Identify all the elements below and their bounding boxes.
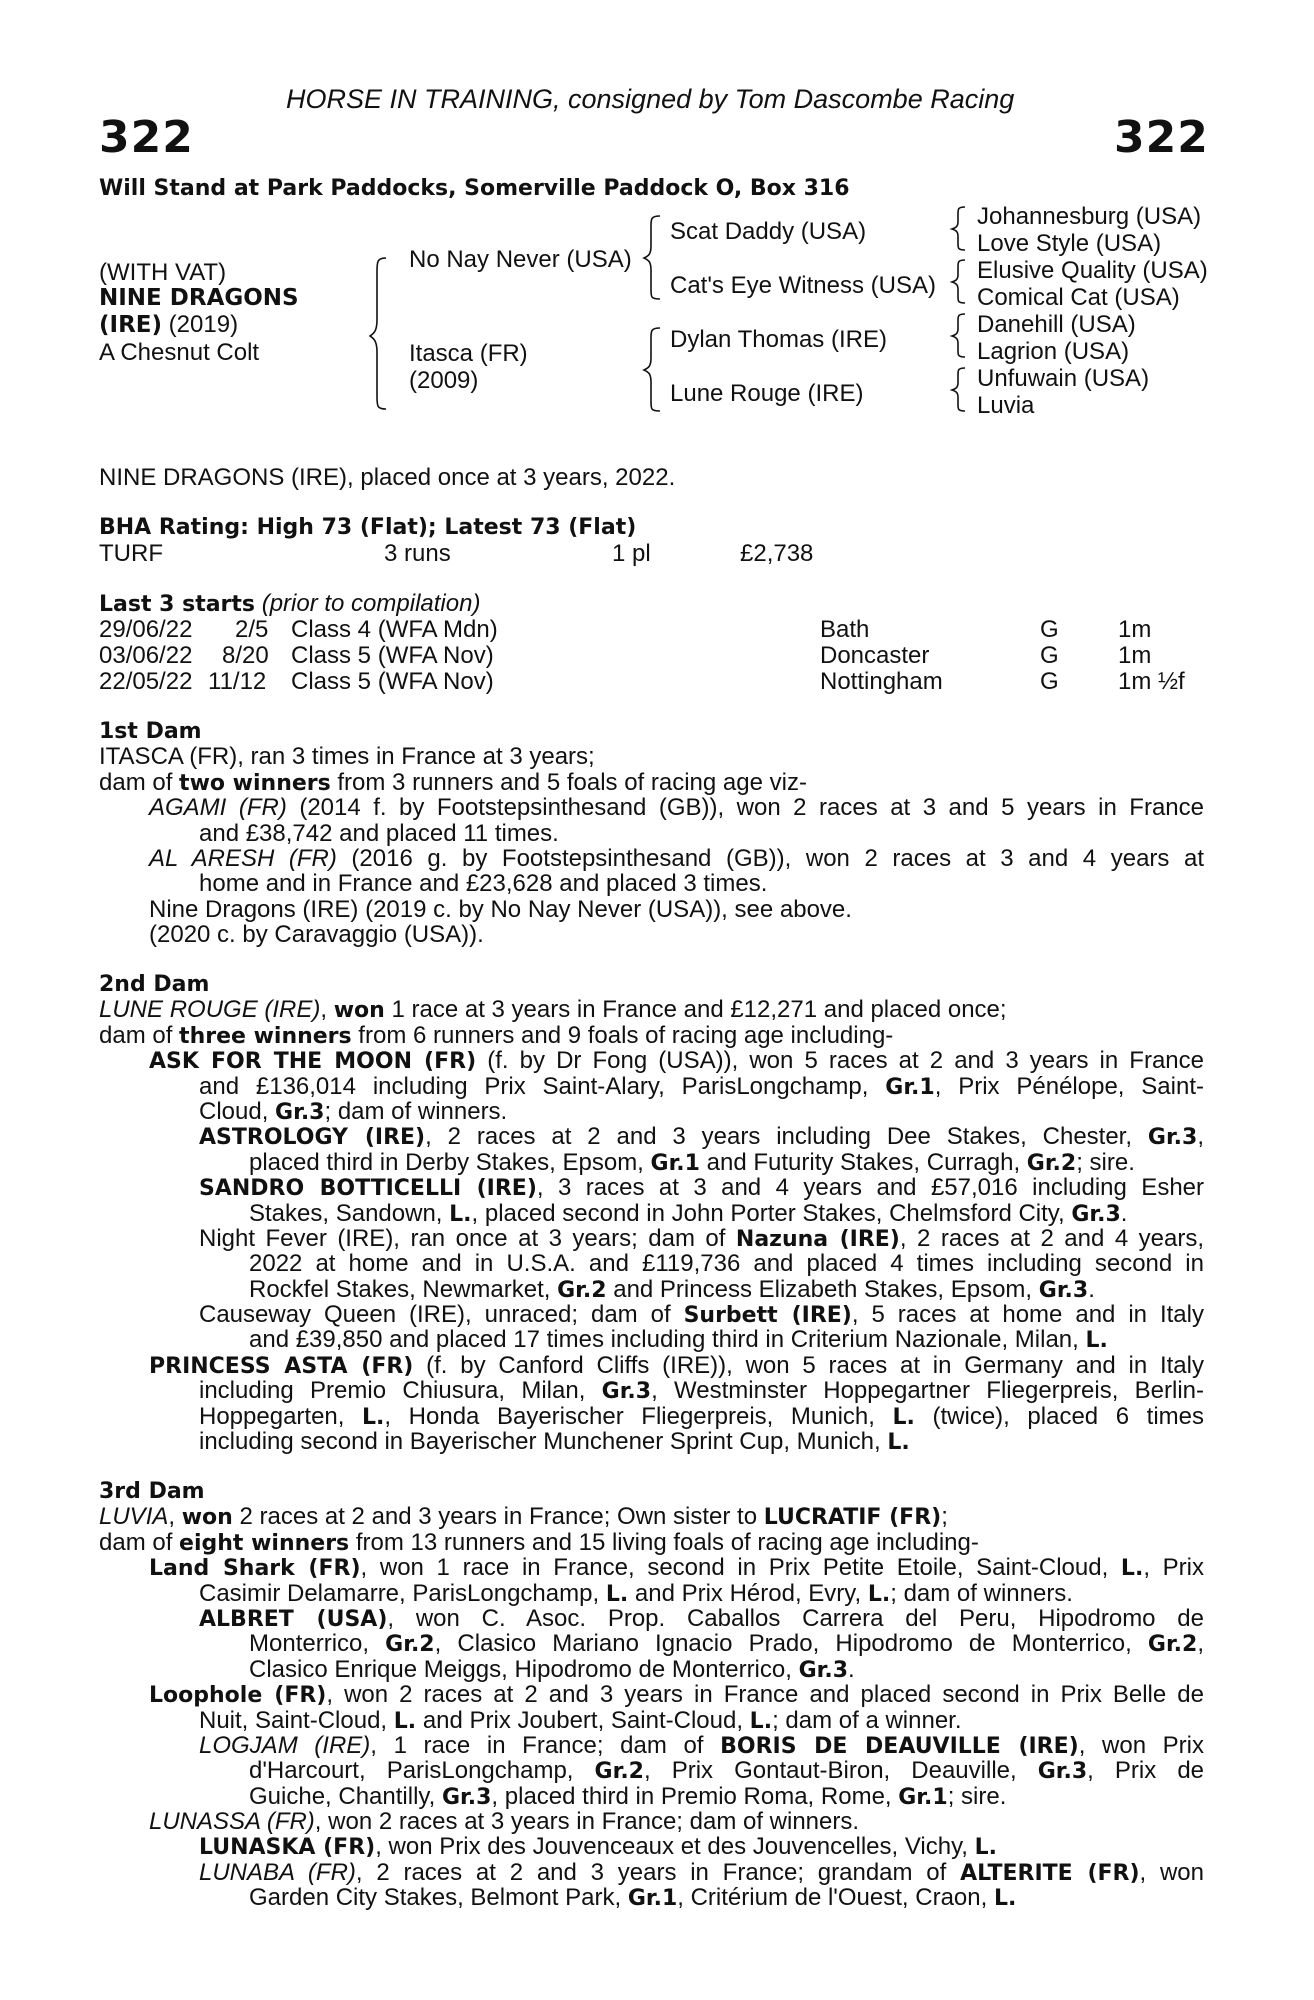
lot-number-left: 322	[99, 112, 194, 163]
sire: No Nay Never (USA)	[409, 246, 632, 273]
produce-entry-cont: Cloud, Gr.3; dam of winners.	[199, 1097, 508, 1125]
produce-entry: Causeway Queen (IRE), unraced; dam of Surbett (IRE), 5 races at home and in Italy	[199, 1301, 1204, 1329]
horse-description: A Chesnut Colt	[99, 339, 260, 366]
vat-label: (WITH VAT)	[99, 259, 227, 286]
dam-record: LUNE ROUGE (IRE), won 1 race at 3 years in France and £12,271 and placed once;	[99, 996, 1007, 1024]
bha-rating: BHA Rating: High 73 (Flat); Latest 73 (Flat)	[99, 515, 637, 540]
produce-summary: dam of eight winners from 13 runners and 15 living foals of racing age including-	[99, 1528, 979, 1556]
produce-entry: LOGJAM (IRE), 1 race in France; dam of BORIS DE DEAUVILLE (IRE), won Prix	[199, 1731, 1204, 1759]
section-heading: 1st Dam	[99, 719, 202, 744]
produce-entry: (2020 c. by Caravaggio (USA)).	[149, 921, 484, 949]
produce-entry-cont: including Premio Chiusura, Milan, Gr.3, Westminster Hoppegartner Fliegerpreis, Berlin-	[199, 1377, 1204, 1405]
dam-dam-dam: Luvia	[977, 392, 1035, 419]
produce-entry: Loophole (FR), won 2 races at 2 and 3 years in France and placed second in Prix Belle de	[149, 1681, 1204, 1709]
sire-dam-dam: Comical Cat (USA)	[977, 284, 1180, 311]
produce-entry-cont: home and in France and £23,628 and placed 3 times.	[199, 870, 768, 898]
produce-entry: AL ARESH (FR) (2016 g. by Footstepsinthesand (GB)), won 2 races at 3 and 4 years at	[149, 844, 1204, 872]
produce-entry: ASTROLOGY (IRE), 2 races at 2 and 3 years including Dee Stakes, Chester, Gr.3,	[199, 1123, 1204, 1151]
produce-entry-cont: Rockfel Stakes, Newmarket, Gr.2 and Princess Elizabeth Stakes, Epsom, Gr.3.	[249, 1275, 1095, 1303]
record-earnings: £2,738	[740, 540, 814, 567]
produce-entry: ALBRET (USA), won C. Asoc. Prop. Caballos Carrera del Peru, Hipodromo de	[199, 1604, 1204, 1632]
dam-dam-sire: Unfuwain (USA)	[977, 365, 1150, 392]
produce-entry: Land Shark (FR), won 1 race in France, second in Prix Petite Etoile, Saint-Cloud, L., Prix	[149, 1554, 1204, 1582]
first-dam-section	[99, 719, 1204, 948]
produce-entry-cont: Casimir Delamarre, ParisLongchamp, L. and Prix Hérod, Evry, L.; dam of winners.	[199, 1579, 1073, 1607]
produce-entry-cont: Monterrico, Gr.2, Clasico Mariano Ignacio Prado, Hipodromo de Monterrico, Gr.2,	[249, 1630, 1205, 1658]
dam-sire: Dylan Thomas (IRE)	[670, 326, 887, 353]
produce-entry: LUNASKA (FR), won Prix des Jouvenceaux et des Jouvencelles, Vichy, L.	[199, 1833, 998, 1861]
sire-sire-dam: Love Style (USA)	[977, 230, 1162, 257]
consignment-header: HORSE IN TRAINING, consigned by Tom Dascombe Racing	[286, 84, 1015, 114]
record-runs: 3 runs	[384, 540, 451, 567]
produce-entry-cont: and £136,014 including Prix Saint-Alary, ParisLongchamp, Gr.1, Prix Pénélope, Saint-	[199, 1072, 1204, 1100]
race-summary: NINE DRAGONS (IRE), placed once at 3 years, 2022.	[99, 464, 676, 491]
produce-entry: PRINCESS ASTA (FR) (f. by Canford Cliffs (IRE)), won 5 races at in Germany and in Italy	[149, 1351, 1204, 1379]
dam-record: ITASCA (FR), ran 3 times in France at 3 years;	[99, 743, 595, 771]
produce-entry-cont: 2022 at home and in U.S.A. and £119,736 and placed 4 times including second in	[249, 1250, 1204, 1278]
record-surface: TURF	[99, 540, 163, 567]
dam-sire-dam: Lagrion (USA)	[977, 338, 1130, 365]
horse-name: NINE DRAGONS	[99, 285, 299, 311]
produce-entry: SANDRO BOTTICELLI (IRE), 3 races at 3 and 4 years and £57,016 including Esher	[199, 1174, 1205, 1202]
dam-dam: Lune Rouge (IRE)	[670, 380, 864, 407]
produce-entry-cont: placed third in Derby Stakes, Epsom, Gr.1 and Futurity Stakes, Curragh, Gr.2; sire.	[249, 1148, 1135, 1176]
sire-sire-sire: Johannesburg (USA)	[977, 203, 1202, 230]
sire-dam: Cat's Eye Witness (USA)	[670, 272, 936, 299]
produce-entry: Night Fever (IRE), ran once at 3 years; dam of Nazuna (IRE), 2 races at 2 and 4 years,	[199, 1224, 1204, 1252]
sire-dam-sire: Elusive Quality (USA)	[977, 257, 1208, 284]
produce-entry-cont: Clasico Enrique Meiggs, Hipodromo de Monterrico, Gr.3.	[249, 1655, 855, 1683]
produce-entry: LUNASSA (FR), won 2 races at 3 years in France; dam of winners.	[149, 1808, 860, 1836]
produce-entry-cont: Garden City Stakes, Belmont Park, Gr.1, Critérium de l'Ouest, Craon, L.	[249, 1884, 1017, 1912]
produce-entry: Nine Dragons (IRE) (2019 c. by No Nay Never (USA)), see above.	[149, 895, 852, 923]
produce-entry-cont: and £39,850 and placed 17 times including third in Criterium Nazionale, Milan, L.	[249, 1326, 1108, 1354]
produce-entry-cont: including second in Bayerischer Munchener Sprint Cup, Munich, L.	[199, 1428, 910, 1456]
dam-year: (2009)	[409, 367, 479, 394]
produce-entry-cont: Nuit, Saint-Cloud, L. and Prix Joubert, Saint-Cloud, L.; dam of a winner.	[199, 1706, 962, 1734]
second-dam-section	[99, 972, 1204, 1454]
produce-entry-cont: Hoppegarten, L., Honda Bayerischer Fliegerpreis, Munich, L. (twice), placed 6 times	[199, 1402, 1204, 1430]
horse-origin-year: (IRE) (2019)	[99, 311, 239, 338]
sire-sire: Scat Daddy (USA)	[670, 218, 867, 245]
dam: Itasca (FR)	[409, 340, 528, 367]
stand-location: Will Stand at Park Paddocks, Somerville Paddock O, Box 316	[99, 176, 850, 201]
produce-entry-cont: Stakes, Sandown, L., placed second in John Porter Stakes, Chelmsford City, Gr.3.	[249, 1199, 1128, 1227]
produce-summary: dam of three winners from 6 runners and 9 foals of racing age including-	[99, 1021, 894, 1049]
dam-sire-sire: Danehill (USA)	[977, 311, 1136, 338]
section-heading: 2nd Dam	[99, 972, 210, 997]
produce-entry-cont: and £38,742 and placed 11 times.	[199, 819, 559, 847]
lot-number-right: 322	[1114, 112, 1209, 163]
dam-record: LUVIA, won 2 races at 2 and 3 years in France; Own sister to LUCRATIF (FR);	[99, 1503, 948, 1531]
produce-entry: ASK FOR THE MOON (FR) (f. by Dr Fong (USA)), won 5 races at 2 and 3 years in France	[149, 1047, 1205, 1075]
last-starts-heading: Last 3 starts (prior to compilation)	[99, 590, 481, 617]
produce-entry: AGAMI (FR) (2014 f. by Footstepsinthesand (GB)), won 2 races at 3 and 5 years in France	[149, 794, 1204, 822]
produce-entry-cont: d'Harcourt, ParisLongchamp, Gr.2, Prix Gontaut-Biron, Deauville, Gr.3, Prix de	[249, 1757, 1205, 1785]
produce-summary: dam of two winners from 3 runners and 5 foals of racing age viz-	[99, 768, 807, 796]
third-dam-section	[99, 1479, 1204, 1911]
record-placed: 1 pl	[612, 540, 651, 567]
produce-entry: LUNABA (FR), 2 races at 2 and 3 years in France; grandam of ALTERITE (FR), won	[199, 1858, 1204, 1886]
section-heading: 3rd Dam	[99, 1479, 205, 1504]
produce-entry-cont: Guiche, Chantilly, Gr.3, placed third in Premio Roma, Rome, Gr.1; sire.	[249, 1782, 1007, 1810]
